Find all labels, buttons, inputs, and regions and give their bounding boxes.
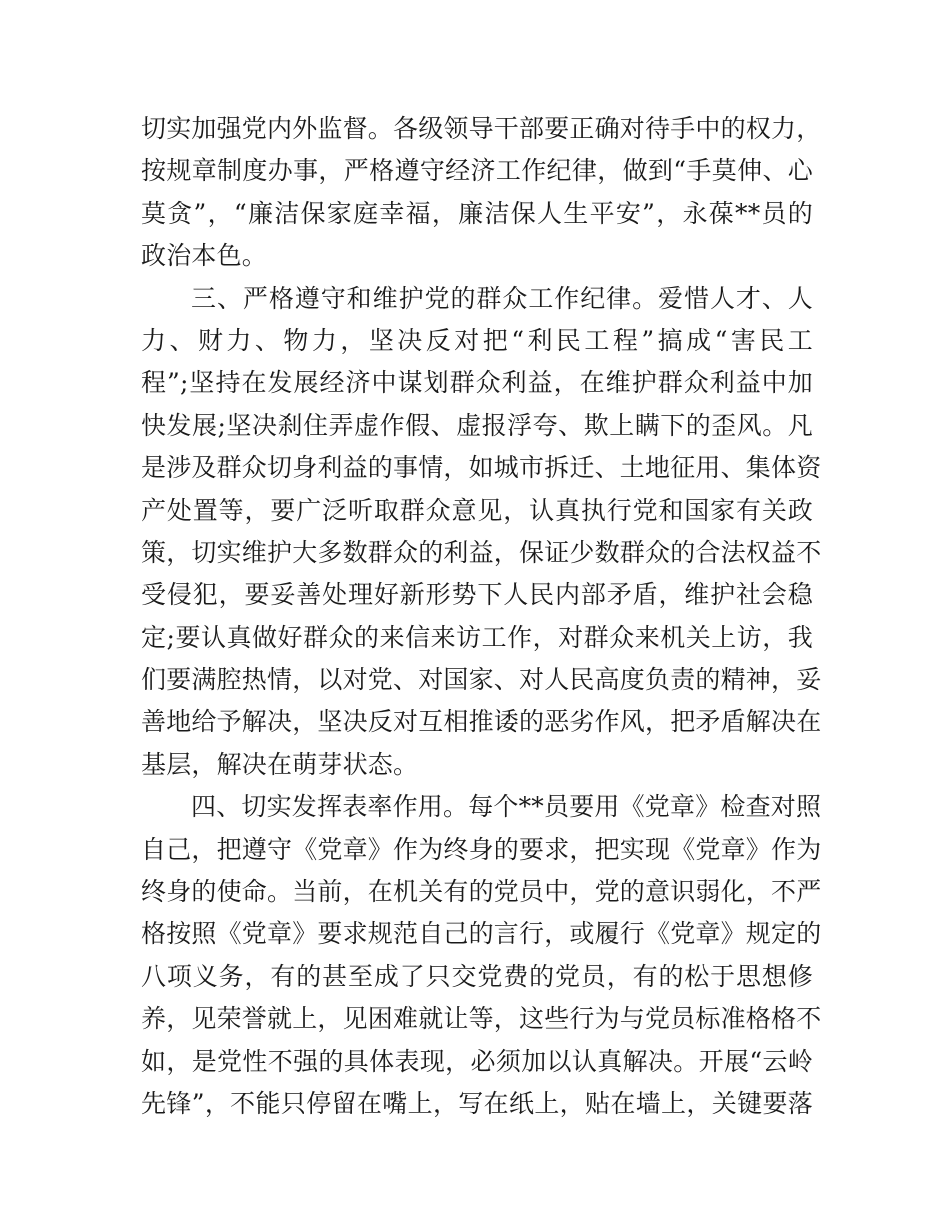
text-line: 自己，把遵守《党章》作为终身的要求，把实现《党章》作为 [141, 834, 822, 864]
text-line: 力、财力、物力，坚决反对把“利民工程”搞成“害民工 [141, 325, 813, 355]
text-line: 基层，解决在萌芽状态。 [141, 749, 419, 779]
text-line: 善地给予解决，坚决反对互相推诿的恶劣作风，把矛盾解决在 [141, 707, 822, 737]
text-line: 八项义务，有的甚至成了只交党费的党员，有的松于思想修 [141, 961, 813, 991]
text-line: 养，见荣誉就上，见困难就让等，这些行为与党员标准格格不 [141, 1004, 822, 1034]
text-line: 政治本色。 [141, 241, 268, 271]
paragraph-first-line: 四、切实发挥表率作用。每个**员要用《党章》检查对照 [191, 792, 822, 822]
paragraph-first-line: 三、严格遵守和维护党的群众工作纪律。爱惜人才、人 [191, 283, 813, 313]
text-line: 终身的使命。当前，在机关有的党员中，党的意识弱化，不严 [141, 877, 822, 907]
text-line: 快发展;坚决刹住弄虚作假、虚报浮夸、欺上瞒下的歪风。凡 [141, 410, 813, 440]
text-line: 按规章制度办事，严格遵守经济工作纪律，做到“手莫伸、心 [141, 156, 813, 186]
text-line: 策，切实维护大多数群众的利益，保证少数群众的合法权益不 [141, 537, 822, 567]
document-body [141, 108, 822, 1125]
text-line: 先锋”，不能只停留在嘴上，写在纸上，贴在墙上，关键要落 [141, 1088, 813, 1118]
text-line: 是涉及群众切身利益的事情，如城市拆迁、土地征用、集体资 [141, 453, 822, 483]
text-line: 切实加强党内外监督。各级领导干部要正确对待手中的权力， [141, 114, 822, 143]
text-line: 产处置等，要广泛听取群众意见，认真执行党和国家有关政 [141, 495, 813, 525]
text-line: 定;要认真做好群众的来信来访工作，对群众来机关上访，我 [141, 622, 813, 652]
text-line: 受侵犯，要妥善处理好新形势下人民内部矛盾，维护社会稳 [141, 580, 813, 610]
text-line: 们要满腔热情，以对党、对国家、对人民高度负责的精神，妥 [141, 665, 822, 695]
text-line: 如，是党性不强的具体表现，必须加以认真解决。开展“云岭 [141, 1046, 813, 1076]
text-line: 莫贪”，“廉洁保家庭幸福，廉洁保人生平安”，永葆**员的 [141, 198, 813, 228]
text-line: 格按照《党章》要求规范自己的言行，或履行《党章》规定的 [141, 919, 822, 949]
text-line: 程”;坚持在发展经济中谋划群众利益，在维护群众利益中加 [141, 368, 813, 398]
